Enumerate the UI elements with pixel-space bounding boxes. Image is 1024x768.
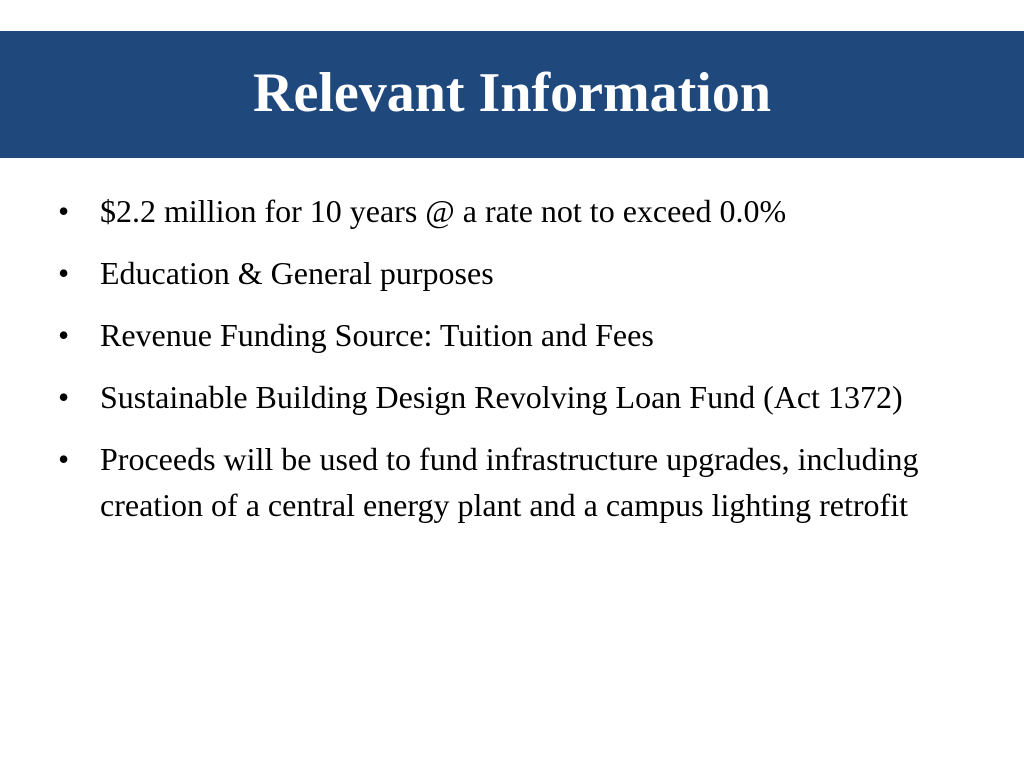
bullet-item (58, 374, 958, 420)
bullet-item (58, 436, 958, 528)
title-band (0, 31, 1024, 158)
bullet-item (58, 312, 958, 358)
bullet-item (58, 250, 958, 296)
bullet-text: Sustainable Building Design Revolving Loan Fund (Act 1372) (100, 379, 903, 415)
bullet-item (58, 188, 958, 234)
bullet-icon: • (58, 379, 70, 415)
bullet-icon: • (58, 193, 70, 229)
bullet-text: Education & General purposes (100, 255, 494, 291)
slide-title: Relevant Information (253, 61, 771, 124)
bullet-text: $2.2 million for 10 years @ a rate not to exceed 0.0% (100, 193, 787, 229)
bullet-icon: • (58, 317, 70, 353)
bullet-icon: • (58, 255, 70, 291)
bullet-icon: • (58, 441, 70, 477)
bullet-list (58, 188, 958, 544)
bullet-text: Proceeds will be used to fund infrastructure upgrades, including creation of a central energy plant and a campus lighting retrofit (100, 441, 919, 523)
bullet-text: Revenue Funding Source: Tuition and Fees (100, 317, 654, 353)
